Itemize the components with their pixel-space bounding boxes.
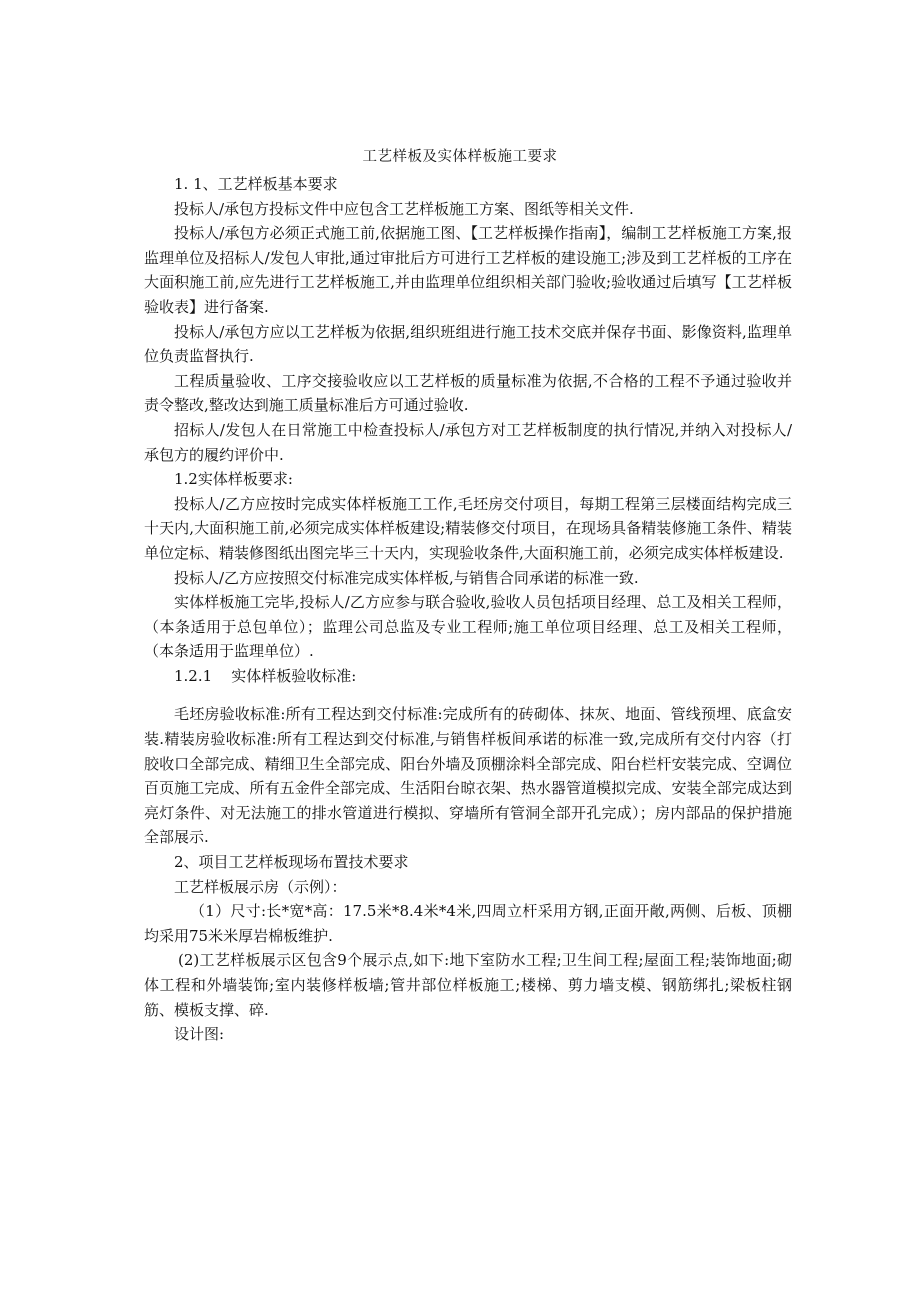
section-1-2-1-heading: 1.2.1 实体样板验收标准: xyxy=(174,666,357,685)
section-1-paragraph-5: 招标人/发包人在日常施工中检查投标人/承包方对工艺样板制度的执行情况,并纳入对投标人/承包方的履约评价中. xyxy=(144,420,792,464)
section-2-heading: 2、项目工艺样板现场布置技术要求 xyxy=(174,853,409,872)
section-2-subheading: 工艺样板展示房（示例）： xyxy=(174,877,347,896)
document-body xyxy=(144,172,792,1047)
spacer xyxy=(144,688,792,702)
section-1-2-paragraph-3: 实体样板施工完毕,投标人/乙方应参与联合验收,验收人员包括项目经理、总工及相关工程师，（本条适用于总包单位）；监理公司总监及专业工程师;施工单位项目经理、总工及相关工程师，（本条适用于监理单位）. xyxy=(144,593,792,661)
section-1-2-paragraph-2: 投标人/乙方应按照交付标准完成实体样板,与销售合同承诺的标准一致. xyxy=(174,568,639,587)
section-1-paragraph-3: 投标人/承包方应以工艺样板为依据,组织班组进行施工技术交底并保存书面、影像资料,监理单位负责监督执行. xyxy=(144,322,792,366)
section-1-2-heading: 1.2实体样板要求: xyxy=(174,470,293,489)
section-1-2-1-paragraph: 毛坯房验收标准:所有工程达到交付标准:完成所有的砖砌体、抹灰、地面、管线预埋、底盒安装.精装房验收标准:所有工程达到交付标准,与销售样板间承诺的标准一致,完成所有交付内容（打胶收口全部完成、精细卫生全部完成、阳台外墙及顶棚涂料全部完成、阳台栏杆安装完成、空调位百页施工完成、所有五金件全部完成、生活阳台晾衣架、热水器管道模拟完成、安装全部完成达到亮灯条件、对无法施工的排水管道进行模拟、穿墙所有管洞全部开孔完成）；房内部品的保护措施全部展示. xyxy=(144,705,792,847)
section-2-paragraph-2: (2)工艺样板展示区包含9个展示点,如下:地下室防水工程;卫生间工程;屋面工程;装饰地面;砌体工程和外墙装饰;室内装修样板墙;管井部位样板施工;楼梯、剪力墙支模、钢筋绑扎;梁板柱钢筋、模板支撑、碎. xyxy=(144,951,792,1019)
section-1-2-paragraph-1: 投标人/乙方应按时完成实体样板施工工作,毛坯房交付项目，每期工程第三层楼面结构完成三十天内,大面积施工前,必须完成实体样板建设;精装修交付项目，在现场具备精装修施工条件、精装单位定标、精装修图纸出图完毕三十天内，实现验收条件,大面积施工前，必须完成实体样板建设. xyxy=(144,494,792,562)
design-drawing-label: 设计图: xyxy=(174,1025,225,1044)
section-1-heading: 1. 1、工艺样板基本要求 xyxy=(174,175,338,193)
section-2-paragraph-1: （1）尺寸:长*宽*高：17.5米*8.4米*4米,四周立杆采用方钢,正面开敞,两侧、后板、顶棚均采用75米米厚岩棉板维护. xyxy=(144,902,792,945)
document-title: 工艺样板及实体样板施工要求 xyxy=(362,149,558,165)
section-1-paragraph-1: 投标人/承包方投标文件中应包含工艺样板施工方案、图纸等相关文件. xyxy=(174,199,634,218)
section-1-paragraph-4: 工程质量验收、工序交接验收应以工艺样板的质量标准为依据,不合格的工程不予通过验收并责令整改,整改达到施工质量标准后方可通过验收. xyxy=(144,371,792,415)
section-1-paragraph-2: 投标人/承包方必须正式施工前,依据施工图、【工艺样板操作指南】，编制工艺样板施工方案,报监理单位及招标人/发包人审批,通过审批后方可进行工艺样板的建设施工;涉及到工艺样板的工序在大面积施工前,应先进行工艺样板施工,并由监理单位组织相关部门验收;验收通过后填写【工艺样板验收表】进行备案. xyxy=(144,224,792,316)
